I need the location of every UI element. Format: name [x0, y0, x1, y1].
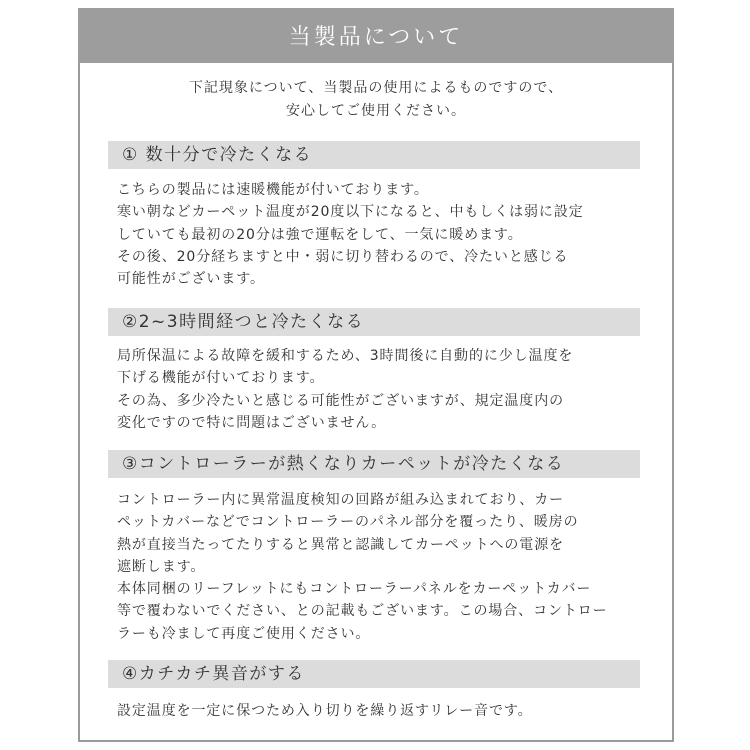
page-title: 当製品について [78, 8, 674, 63]
body-line: 変化ですので特に問題はございません。 [117, 414, 387, 431]
body-line: その後、20分経ちますと中・弱に切り替わるので、冷たいと感じる [117, 248, 569, 265]
section-body-1 [117, 179, 584, 290]
intro-text [80, 77, 672, 123]
section-body-3 [117, 489, 608, 645]
section-heading-4: ④カチカチ異音がする [108, 660, 640, 688]
body-line: 局所保温による故障を緩和するため、3時間後に自動的に少し温度を [117, 348, 574, 364]
intro-line: 安心してご使用ください。 [286, 103, 466, 119]
body-line: ラーも冷まして再度ご使用ください。 [117, 625, 371, 642]
body-line: 可能性がございます。 [117, 271, 265, 288]
section-heading-3: ③コントローラーが熱くなりカーペットが冷たくなる [108, 450, 640, 478]
section-heading-2: ②2~3時間経つと冷たくなる [108, 308, 640, 336]
body-line: 本体同梱のリーフレットにもコントローラーパネルをカーペットカバー [117, 581, 592, 598]
body-line: こちらの製品には速暖機能が付いております。 [117, 182, 429, 198]
section-heading-1: ① 数十分で冷たくなる [108, 141, 640, 169]
body-line: ペットカバーなどでコントローラーのパネル部分を覆ったり、暖房の [117, 514, 579, 531]
body-line: 寒い朝などカーペット温度が20度以下になると、中もしくは弱に設定 [117, 204, 584, 221]
body-line: コントローラー内に異常温度検知の回路が組み込まれており、カー [117, 492, 564, 508]
body-line: 設定温度を一定に保つため入り切りを繰り返すリレー音です。 [117, 703, 533, 719]
body-line: 下げる機能が付いております。 [117, 370, 325, 387]
body-line: していても最初の20分は強で運転をして、一気に暖めます。 [117, 226, 523, 243]
body-line: 遮断します。 [117, 558, 206, 575]
body-line: 熱が直接当たってたりすると異常と認識してカーペットへの電源を [117, 536, 564, 553]
body-line: 等で覆わないでください、との記載もございます。この場合、コントロー [117, 603, 608, 620]
intro-line: 下記現象について、当製品の使用によるものですので、 [188, 80, 564, 96]
section-body-2 [117, 345, 573, 434]
section-body-4 [117, 700, 533, 722]
body-line: その為、多少冷たいと感じる可能性がございますが、規定温度内の [117, 392, 564, 409]
